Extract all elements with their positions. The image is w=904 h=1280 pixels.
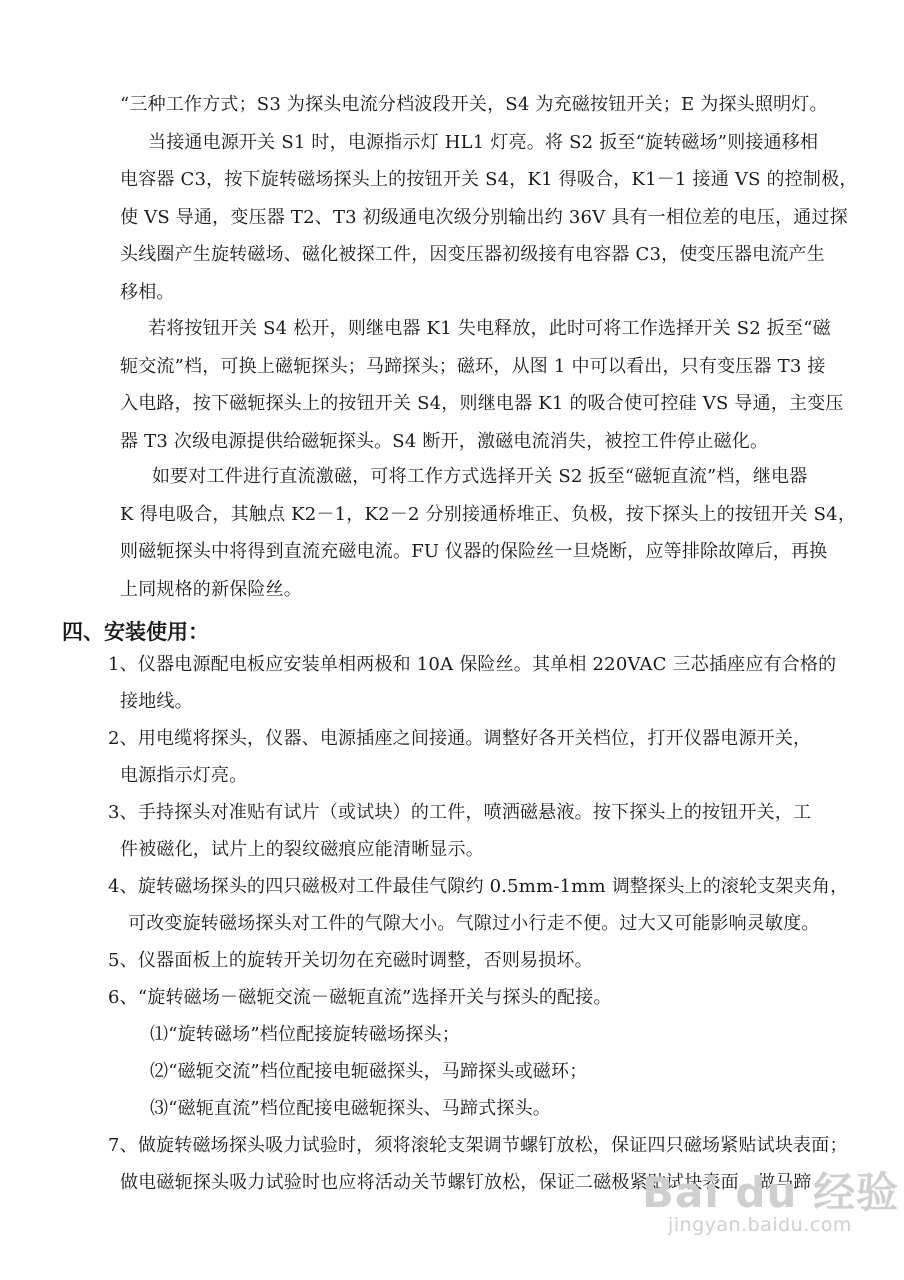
list-item-line: 4、旋转磁场探头的四只磁极对工件最佳气隙约 0.5mm-1mm 调整探头上的滚轮支架夹角， (108, 876, 849, 897)
list-item-line: 5、仪器面板上的旋转开关切勿在充磁时调整，否则易损坏。 (108, 950, 593, 971)
section-heading: 四、安装使用： (62, 620, 209, 644)
body-text-line: 上同规格的新保险丝。 (120, 579, 302, 600)
list-item-line: 6、“旋转磁场－磁轭交流－磁轭直流”选择开关与探头的配接。 (108, 987, 612, 1008)
list-item-line: 件被磁化，试片上的裂纹磁痕应能清晰显示。 (120, 839, 484, 860)
body-text-line: 轭交流”档，可换上磁轭探头；马蹄探头；磁环，从图 1 中可以看出，只有变压器 T3 接 (120, 356, 826, 377)
watermark-url: jingyan.baidu.com (668, 1214, 852, 1236)
list-item-line: 做电磁轭探头吸力试验时也应将活动关节螺钉放松，保证二磁极紧贴试块表面，做马蹄 (120, 1172, 812, 1193)
list-item-line: 7、做旋转磁场探头吸力试验时，须将滚轮支架调节螺钉放松，保证四只磁场紧贴试块表面； (108, 1135, 848, 1156)
list-item-line: 电源指示灯亮。 (120, 765, 248, 786)
list-item-line: 1、仪器电源配电板应安装单相两极和 10A 保险丝。其单相 220VAC 三芯插座应有合格的 (108, 654, 837, 675)
body-text-line: 器 T3 次级电源提供给磁轭探头。S4 断开，激磁电流消失，被控工件停止磁化。 (120, 431, 769, 452)
body-text-line: 入电路，按下磁轭探头上的按钮开关 S4，则继电器 K1 的吸合使可控硅 VS 导通，主变压 (120, 393, 844, 414)
body-text-line: 如要对工件进行直流激磁，可将工作方式选择开关 S2 扳至“磁轭直流”档，继电器 (152, 466, 808, 487)
body-text-line: 电容器 C3，按下旋转磁场探头上的按钮开关 S4，K1 得吸合，K1－1 接通 VS 的控制极， (120, 169, 858, 190)
body-text-line: 使 VS 导通，变压器 T2、T3 初级通电次级分别输出约 36V 具有一相位差的电压，通过探 (120, 207, 848, 228)
sub-item-line: ⑵“磁轭交流”档位配接电轭磁探头，马蹄探头或磁环； (150, 1061, 588, 1082)
body-text-line: 移相。 (120, 282, 175, 303)
body-text-line: 若将按钮开关 S4 松开，则继电器 K1 失电释放，此时可将工作选择开关 S2 扳至“磁 (148, 318, 831, 339)
body-text-line: 头线圈产生旋转磁场、磁化被探工件，因变压器初级接有电容器 C3，使变压器电流产生 (120, 244, 825, 265)
list-item-line: 接地线。 (120, 691, 193, 712)
list-item-line: 可改变旋转磁场探头对工件的气隙大小。气隙过小行走不便。过大又可能影响灵敏度。 (128, 913, 820, 934)
sub-item-line: ⑴“旋转磁场”档位配接旋转磁场探头； (150, 1024, 461, 1045)
watermark-logo: Bai du 经验 (642, 1168, 899, 1217)
body-text-line: 则磁轭探头中将得到直流充磁电流。FU 仪器的保险丝一旦烧断，应等排除故障后，再换 (120, 541, 828, 562)
list-item-line: 2、用电缆将探头，仪器、电源插座之间接通。调整好各开关档位，打开仪器电源开关， (108, 728, 812, 749)
list-item-line: 3、手持探头对准贴有试片（或试块）的工件，喷洒磁悬液。按下探头上的按钮开关，工 (108, 802, 812, 823)
body-text-line: 当接通电源开关 S1 时，电源指示灯 HL1 灯亮。将 S2 扳至“旋转磁场”则接通移相 (148, 132, 819, 153)
body-text-line: K 得电吸合，其触点 K2－1，K2－2 分别接通桥堆正、负极，按下探头上的按钮开关 S4， (120, 504, 857, 525)
sub-item-line: ⑶“磁轭直流”档位配接电磁轭探头、马蹄式探头。 (150, 1098, 552, 1119)
body-text-line: “三种工作方式；S3 为探头电流分档波段开关，S4 为充磁按钮开关；E 为探头照明灯。 (120, 94, 828, 115)
